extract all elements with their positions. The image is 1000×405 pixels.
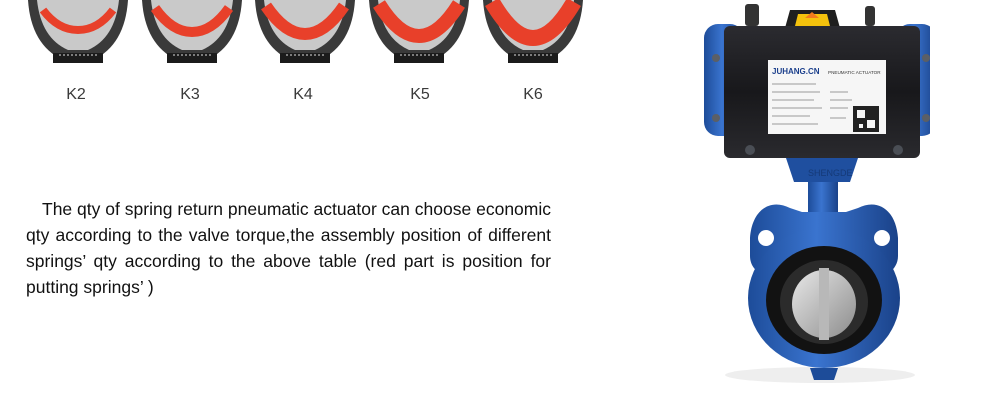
config-label-k3: K3 — [180, 86, 200, 103]
description-text: The qty of spring return pneumatic actuator can choose economic qty according to the valve torque,the assembly position of different springs’ qty according to the above table (red part is position for putting springs’ ) — [26, 199, 551, 297]
config-label-k6: K6 — [523, 86, 543, 103]
spring-diagram-k5 — [364, 0, 474, 80]
spring-diagram-k4-graphic — [250, 0, 360, 80]
spring-diagram-k3 — [137, 0, 247, 80]
product-photo — [690, 0, 930, 390]
spring-diagram-k2 — [23, 0, 133, 80]
description-paragraph — [26, 196, 551, 300]
spring-diagram-k6-graphic — [478, 0, 588, 80]
config-label-k5: K5 — [410, 86, 430, 103]
nameplate-title: PNEUMATIC ACTUATOR — [828, 70, 881, 75]
spring-diagram-k5-graphic — [364, 0, 474, 80]
qr-code — [853, 106, 879, 132]
actuator-valve-illustration — [690, 0, 930, 390]
spring-diagram-k2-graphic — [23, 0, 133, 80]
config-label-k4: K4 — [293, 86, 313, 103]
spring-diagram-k4 — [250, 0, 360, 80]
config-label-k2: K2 — [66, 86, 86, 103]
spring-diagram-k3-graphic — [137, 0, 247, 80]
spring-diagram-k6 — [478, 0, 588, 80]
nameplate-brand: JUHANG.CN — [772, 67, 820, 76]
body-marking: SHENGDE — [808, 168, 853, 178]
